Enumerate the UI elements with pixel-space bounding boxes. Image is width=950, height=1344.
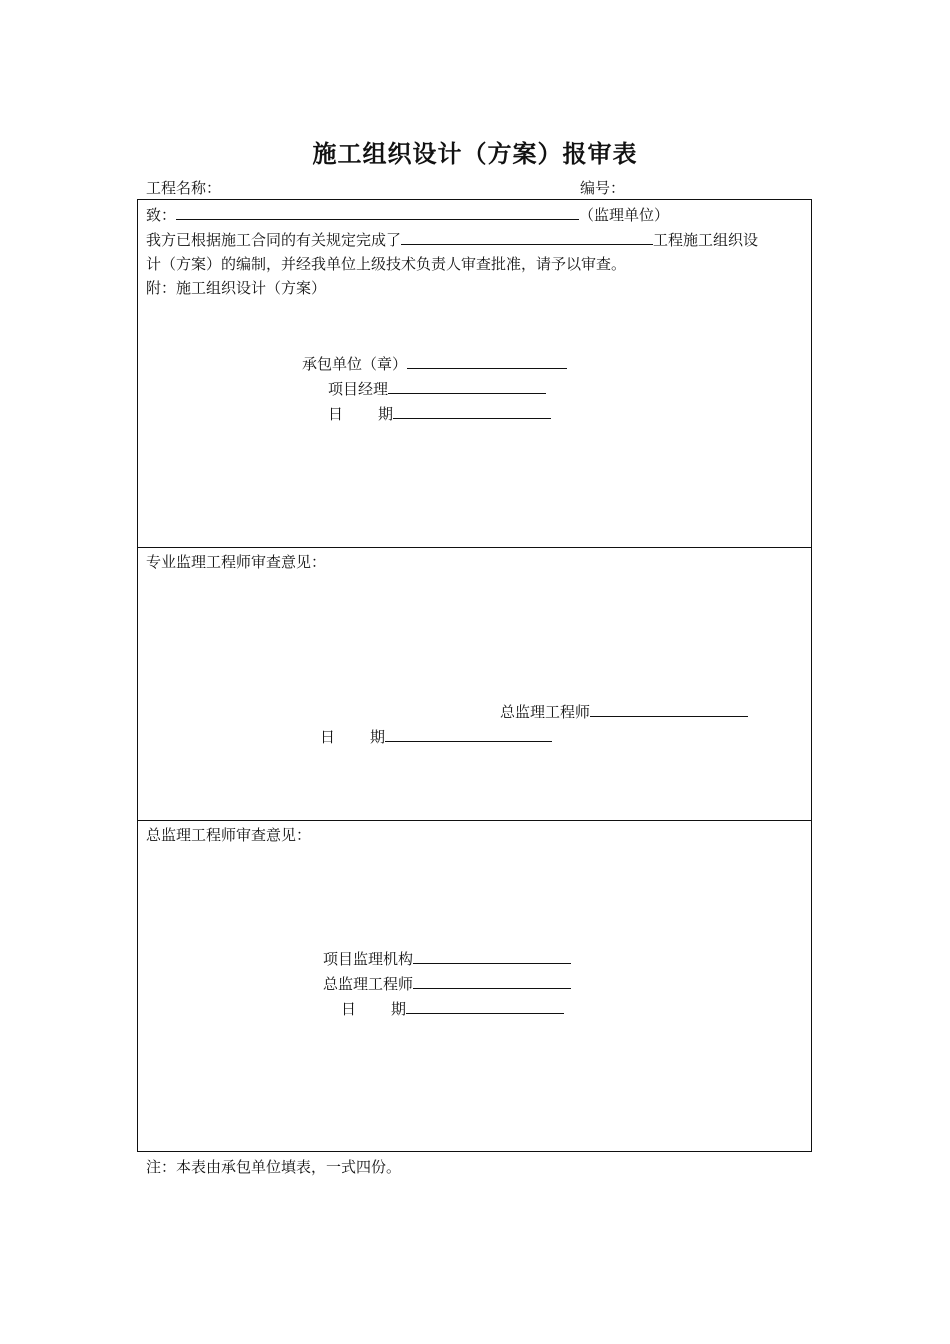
specialist-review-section bbox=[137, 547, 812, 821]
contractor-label: 承包单位（章） bbox=[302, 355, 408, 373]
chief-engineer-field-3[interactable] bbox=[413, 973, 571, 989]
supervision-org-line bbox=[323, 948, 571, 969]
project-manager-label: 项目经理 bbox=[328, 380, 389, 398]
project-manager-field[interactable] bbox=[388, 378, 546, 394]
footer-note: 注：本表由承包单位填表，一式四份。 bbox=[146, 1158, 402, 1176]
completion-prefix: 我方已根据施工合同的有关规定完成了 bbox=[146, 231, 402, 249]
project-field[interactable] bbox=[401, 229, 653, 245]
to-label: 致： bbox=[146, 206, 177, 224]
date-field-2[interactable] bbox=[385, 726, 552, 742]
date-line-1 bbox=[328, 403, 551, 424]
completion-line bbox=[146, 229, 758, 250]
date-label-char-1: 日 bbox=[341, 1000, 357, 1018]
date-label-char-2: 期 bbox=[391, 1000, 407, 1018]
date-label-char-1: 日 bbox=[328, 405, 344, 423]
contractor-line bbox=[302, 353, 567, 374]
to-line bbox=[146, 204, 669, 225]
chief-engineer-field-2[interactable] bbox=[590, 701, 748, 717]
form-title: 施工组织设计（方案）报审表 bbox=[312, 139, 638, 168]
supervision-org-label: 项目监理机构 bbox=[323, 950, 414, 968]
supervision-org-field[interactable] bbox=[413, 948, 571, 964]
project-manager-line bbox=[328, 378, 546, 399]
project-name-label: 工程名称： bbox=[146, 179, 222, 197]
completion-suffix: 工程施工组织设 bbox=[653, 231, 759, 249]
chief-engineer-line-3 bbox=[323, 973, 571, 994]
chief-engineer-label-2: 总监理工程师 bbox=[500, 703, 591, 721]
chief-review-heading: 总监理工程师审查意见： bbox=[146, 826, 312, 844]
contractor-field[interactable] bbox=[407, 353, 567, 369]
date-label-char-2: 期 bbox=[370, 728, 386, 746]
form-number-label: 编号： bbox=[580, 179, 626, 197]
chief-engineer-line-2 bbox=[500, 701, 748, 722]
date-label-char-1: 日 bbox=[320, 728, 336, 746]
supervisor-unit-label: （监理单位） bbox=[579, 206, 670, 224]
date-field-1[interactable] bbox=[393, 403, 551, 419]
specialist-review-heading: 专业监理工程师审查意见： bbox=[146, 553, 327, 571]
supervisor-unit-field[interactable] bbox=[176, 204, 579, 220]
date-field-3[interactable] bbox=[406, 998, 564, 1014]
date-label-char-2: 期 bbox=[378, 405, 394, 423]
attachment-label: 附：施工组织设计（方案） bbox=[146, 279, 327, 297]
date-line-3 bbox=[341, 998, 564, 1019]
approval-statement: 计（方案）的编制，并经我单位上级技术负责人审查批准，请予以审查。 bbox=[146, 255, 627, 273]
chief-engineer-label-3: 总监理工程师 bbox=[323, 975, 414, 993]
date-line-2 bbox=[320, 726, 552, 747]
